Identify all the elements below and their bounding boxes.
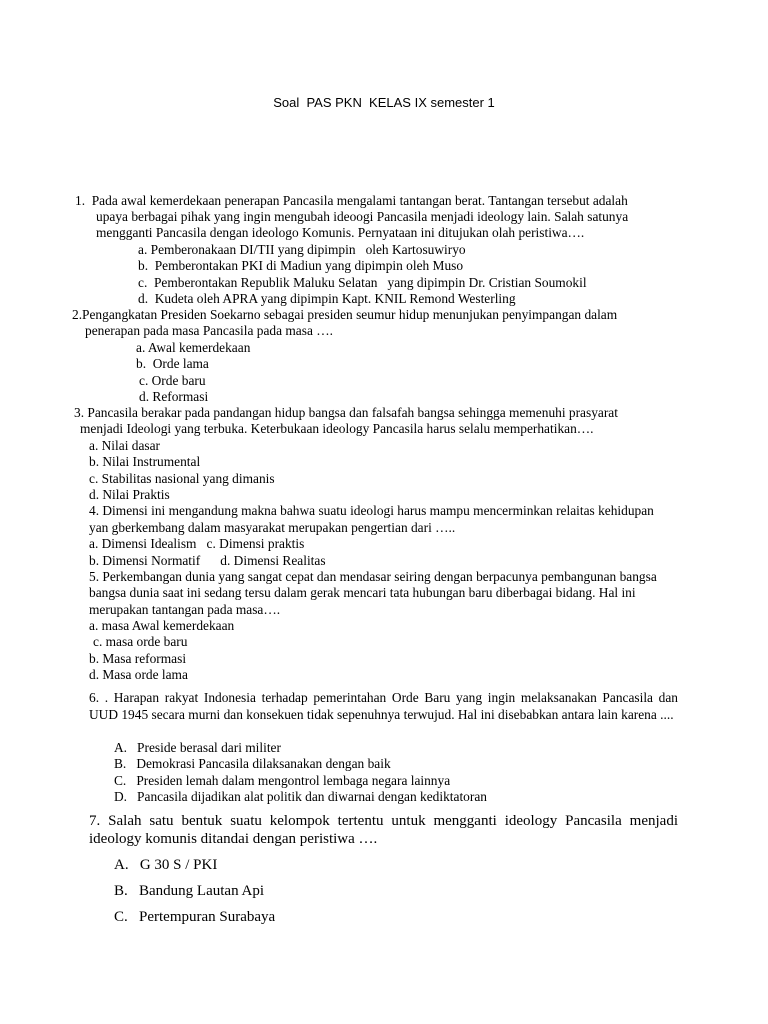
question-5-option-d: d. Masa orde lama <box>89 667 188 682</box>
question-5-line-2: bangsa dunia saat ini sedang tersu dalam gerak mencari tata hubungan baru diberbagai bidang. Hal ini <box>89 585 636 600</box>
question-3-line-2: menjadi Ideologi yang terbuka. Keterbukaan ideology Pancasila harus selalu memperhatikan…. <box>80 421 594 436</box>
question-1-option-c: c. Pemberontakan Republik Maluku Selatan yang dipimpin Dr. Cristian Soumokil <box>138 275 587 290</box>
question-6-option-b: B. Demokrasi Pancasila dilaksanakan dengan baik <box>114 756 391 771</box>
question-2-line-1: 2.Pengangkatan Presiden Soekarno sebagai presiden seumur hidup menunjukan penyimpangan dalam <box>72 307 618 322</box>
question-3-option-b: b. Nilai Instrumental <box>89 454 201 469</box>
question-5-line-3: merupakan tantangan pada masa…. <box>89 602 281 617</box>
question-6-option-a: A. Preside berasal dari militer <box>114 740 281 755</box>
question-3-option-a: a. Nilai dasar <box>89 438 161 453</box>
question-3-line-1: 3. Pancasila berakar pada pandangan hidup bangsa dan falsafah bangsa sehingga memenuhi prasyarat <box>74 405 618 420</box>
question-4-options-b-d: b. Dimensi Normatif d. Dimensi Realitas <box>89 553 326 568</box>
question-2-option-d: d. Reformasi <box>139 389 209 404</box>
question-4-options-a-c: a. Dimensi Idealism c. Dimensi praktis <box>89 536 305 551</box>
question-5-line-1: 5. Perkembangan dunia yang sangat cepat dan mendasar seiring dengan berpacunya pembangunan bangsa <box>89 569 657 584</box>
question-5-option-a: a. masa Awal kemerdekaan <box>89 618 235 633</box>
question-2-option-c: c. Orde baru <box>139 373 206 388</box>
question-6-option-c: C. Presiden lemah dalam mengontrol lembaga negara lainnya <box>114 773 451 788</box>
question-3-option-d: d. Nilai Praktis <box>89 487 170 502</box>
question-1-option-a: a. Pemberonakaan DI/TII yang dipimpin oleh Kartosuwiryo <box>138 242 466 257</box>
question-1-line-1: 1. Pada awal kemerdekaan penerapan Pancasila mengalami tantangan berat. Tantangan tersebut adalah <box>75 193 628 208</box>
question-1-line-3: mengganti Pancasila dengan ideologo Komunis. Pernyataan ini ditujukan olah peristiwa…. <box>96 225 585 240</box>
document-title: Soal PAS PKN KELAS IX semester 1 <box>273 95 495 110</box>
question-6-option-d: D. Pancasila dijadikan alat politik dan diwarnai dengan kediktatoran <box>114 789 487 804</box>
question-1-line-2: upaya berbagai pihak yang ingin mengubah ideoogi Pancasila menjadi ideology lain. Salah satunya <box>96 209 629 224</box>
question-6-text: 6. . Harapan rakyat Indonesia terhadap pemerintahan Orde Baru yang ingin melaksanakan Pancasila dan UUD 1945 secara murni dan konsekuen tidak sepenuhnya terwujud. Hal ini disebabkan antara lain karena .... <box>89 690 678 722</box>
question-1-option-d: d. Kudeta oleh APRA yang dipimpin Kapt. KNIL Remond Westerling <box>138 291 516 306</box>
question-4-line-2: yan gberkembang dalam masyarakat merupakan pengertian dari ….. <box>89 520 456 535</box>
question-7-option-b: B. Bandung Lautan Api <box>114 883 264 899</box>
question-3-option-c: c. Stabilitas nasional yang dimanis <box>89 471 275 486</box>
question-2-line-2: penerapan pada masa Pancasila pada masa …. <box>85 323 333 338</box>
question-5-option-c: c. masa orde baru <box>93 634 188 649</box>
question-5-option-b: b. Masa reformasi <box>89 651 187 666</box>
question-2-option-a: a. Awal kemerdekaan <box>136 340 251 355</box>
question-2-option-b: b. Orde lama <box>136 356 209 371</box>
question-7-option-c: C. Pertempuran Surabaya <box>114 909 276 925</box>
question-7-text: 7. Salah satu bentuk suatu kelompok tertentu untuk mengganti ideology Pancasila menjadi ideology komunis ditandai dengan peristiwa …. <box>89 813 678 847</box>
question-4-line-1: 4. Dimensi ini mengandung makna bahwa suatu ideologi harus mampu mencerminkan relaitas kehidupan <box>89 503 654 518</box>
question-1-option-b: b. Pemberontakan PKI di Madiun yang dipimpin oleh Muso <box>138 258 464 273</box>
question-7-option-a: A. G 30 S / PKI <box>114 857 218 873</box>
